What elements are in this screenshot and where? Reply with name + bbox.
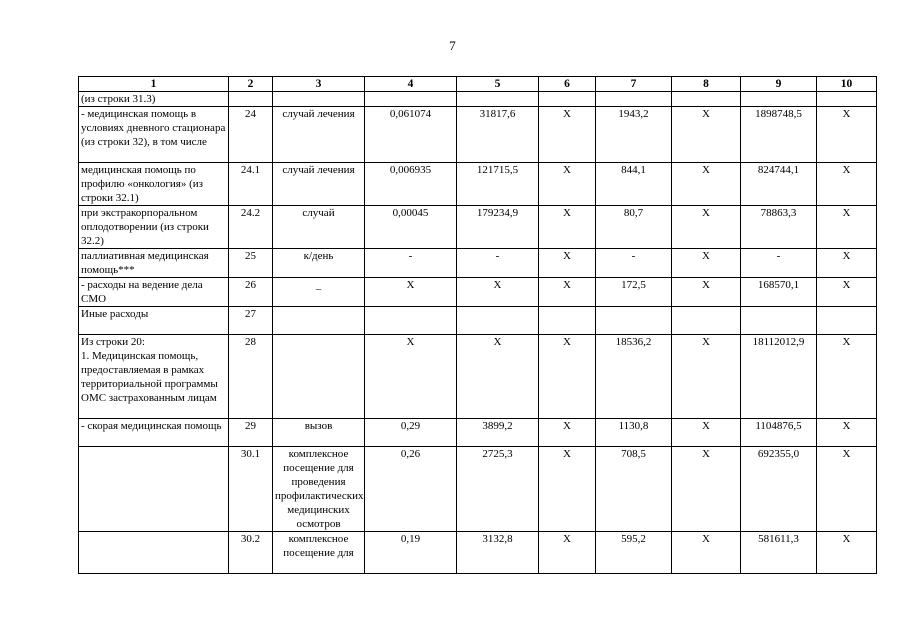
table-cell: 18536,2	[596, 335, 672, 419]
table-cell	[229, 92, 273, 107]
table-cell	[539, 92, 596, 107]
table-cell: Из строки 20: 1. Медицинская помощь, предоставляемая в рамках территориальной программы ОМС застрахованным лицам	[79, 335, 229, 419]
table-row	[79, 532, 877, 574]
table-cell: Х	[817, 335, 877, 419]
table-cell	[457, 307, 539, 335]
table-cell: 844,1	[596, 163, 672, 206]
table-cell: паллиативная медицинская помощь***	[79, 249, 229, 278]
table-cell: Х	[539, 163, 596, 206]
table-cell: 30.2	[229, 532, 273, 574]
table-cell: 168570,1	[741, 278, 817, 307]
table-cell: (из строки 31.3)	[79, 92, 229, 107]
table-cell: Х	[672, 419, 741, 447]
table-cell: - расходы на ведение дела СМО	[79, 278, 229, 307]
table-cell: 26	[229, 278, 273, 307]
table-cell: 824744,1	[741, 163, 817, 206]
table-cell: 692355,0	[741, 447, 817, 532]
header-cell: 8	[672, 77, 741, 92]
table-row	[79, 206, 877, 249]
table-cell: Х	[672, 163, 741, 206]
header-cell: 10	[817, 77, 877, 92]
table-cell: 31817,6	[457, 107, 539, 163]
table-cell: Х	[539, 447, 596, 532]
table-cell	[365, 307, 457, 335]
table-cell: - скорая медицинская помощь	[79, 419, 229, 447]
table-row	[79, 307, 877, 335]
table-cell: случай лечения	[273, 163, 365, 206]
table-cell: Х	[539, 249, 596, 278]
table-cell	[741, 307, 817, 335]
table-cell: Х	[672, 447, 741, 532]
table-cell: Иные расходы	[79, 307, 229, 335]
table-cell: 24.2	[229, 206, 273, 249]
table-cell: Х	[817, 278, 877, 307]
table-cell: Х	[817, 163, 877, 206]
table-cell: 1943,2	[596, 107, 672, 163]
table-row	[79, 92, 877, 107]
table-row	[79, 447, 877, 532]
table-cell: 0,006935	[365, 163, 457, 206]
table-cell: Х	[672, 532, 741, 574]
data-table	[78, 76, 877, 574]
table-row	[79, 278, 877, 307]
table-cell	[741, 92, 817, 107]
table-cell: 1104876,5	[741, 419, 817, 447]
table-row	[79, 249, 877, 278]
table-cell: -	[596, 249, 672, 278]
table-cell: Х	[365, 335, 457, 419]
table-cell: Х	[539, 419, 596, 447]
table-cell	[539, 307, 596, 335]
table-cell	[273, 92, 365, 107]
header-cell: 6	[539, 77, 596, 92]
table-cell	[672, 92, 741, 107]
table-cell: 28	[229, 335, 273, 419]
table-cell: Х	[817, 249, 877, 278]
table-cell: 0,061074	[365, 107, 457, 163]
table-cell: 78863,3	[741, 206, 817, 249]
table-cell: Х	[672, 206, 741, 249]
table-cell: 80,7	[596, 206, 672, 249]
table-cell: Х	[817, 206, 877, 249]
table-cell: комплексное посещение для	[273, 532, 365, 574]
table-cell: 0,19	[365, 532, 457, 574]
table-cell	[817, 92, 877, 107]
table-cell: 179234,9	[457, 206, 539, 249]
table-cell: Х	[365, 278, 457, 307]
table-cell: 30.1	[229, 447, 273, 532]
header-cell: 1	[79, 77, 229, 92]
table-row	[79, 163, 877, 206]
table-cell: 708,5	[596, 447, 672, 532]
table-cell: Х	[539, 335, 596, 419]
table-cell: вызов	[273, 419, 365, 447]
table-cell: при экстракорпоральном оплодотворении (из строки 32.2)	[79, 206, 229, 249]
table-cell	[457, 92, 539, 107]
table-cell	[596, 307, 672, 335]
table-cell: _	[273, 278, 365, 307]
header-cell: 5	[457, 77, 539, 92]
table-cell: Х	[672, 278, 741, 307]
header-row	[79, 77, 877, 92]
table-cell: медицинская помощь по профилю «онкология» (из строки 32.1)	[79, 163, 229, 206]
header-cell: 2	[229, 77, 273, 92]
table-cell: Х	[539, 206, 596, 249]
table-cell: 0,26	[365, 447, 457, 532]
table-cell: Х	[539, 532, 596, 574]
table-cell: Х	[539, 107, 596, 163]
table-row	[79, 419, 877, 447]
table-cell: к/день	[273, 249, 365, 278]
table-body	[79, 92, 877, 574]
table-cell: 29	[229, 419, 273, 447]
table-cell: 1130,8	[596, 419, 672, 447]
table-cell: 18112012,9	[741, 335, 817, 419]
table-cell: 595,2	[596, 532, 672, 574]
page-number: 7	[449, 38, 456, 53]
table-cell: 27	[229, 307, 273, 335]
table-cell: 581611,3	[741, 532, 817, 574]
table-row	[79, 107, 877, 163]
table-cell: Х	[672, 335, 741, 419]
table-cell: 3132,8	[457, 532, 539, 574]
table-cell: комплексное посещение для проведения профилактических медицинских осмотров	[273, 447, 365, 532]
table-row	[79, 335, 877, 419]
table-cell	[273, 335, 365, 419]
table-cell: -	[457, 249, 539, 278]
table-cell: Х	[817, 107, 877, 163]
table-cell	[365, 92, 457, 107]
table-cell	[79, 447, 229, 532]
table-cell: 0,29	[365, 419, 457, 447]
header-cell: 3	[273, 77, 365, 92]
table-cell: - медицинская помощь в условиях дневного стационара (из строки 32), в том числе	[79, 107, 229, 163]
table-cell: 24	[229, 107, 273, 163]
header-cell: 4	[365, 77, 457, 92]
table-cell: Х	[457, 278, 539, 307]
header-cell: 7	[596, 77, 672, 92]
table-cell: случай лечения	[273, 107, 365, 163]
header-cell: 9	[741, 77, 817, 92]
table-cell: Х	[457, 335, 539, 419]
table-cell: -	[741, 249, 817, 278]
table-cell	[79, 532, 229, 574]
table-cell: Х	[672, 249, 741, 278]
table-cell: Х	[817, 532, 877, 574]
table-cell: Х	[539, 278, 596, 307]
table-cell: 1898748,5	[741, 107, 817, 163]
table-cell: 0,00045	[365, 206, 457, 249]
table-cell: Х	[817, 419, 877, 447]
table-cell: Х	[817, 447, 877, 532]
table-cell	[273, 307, 365, 335]
table-cell: случай	[273, 206, 365, 249]
table-cell: 25	[229, 249, 273, 278]
table-cell: 2725,3	[457, 447, 539, 532]
table-cell	[596, 92, 672, 107]
table-cell: 121715,5	[457, 163, 539, 206]
table-cell: 24.1	[229, 163, 273, 206]
table-cell	[817, 307, 877, 335]
table-cell	[672, 307, 741, 335]
table-cell: -	[365, 249, 457, 278]
table-cell: 3899,2	[457, 419, 539, 447]
table-cell: Х	[672, 107, 741, 163]
table-cell: 172,5	[596, 278, 672, 307]
